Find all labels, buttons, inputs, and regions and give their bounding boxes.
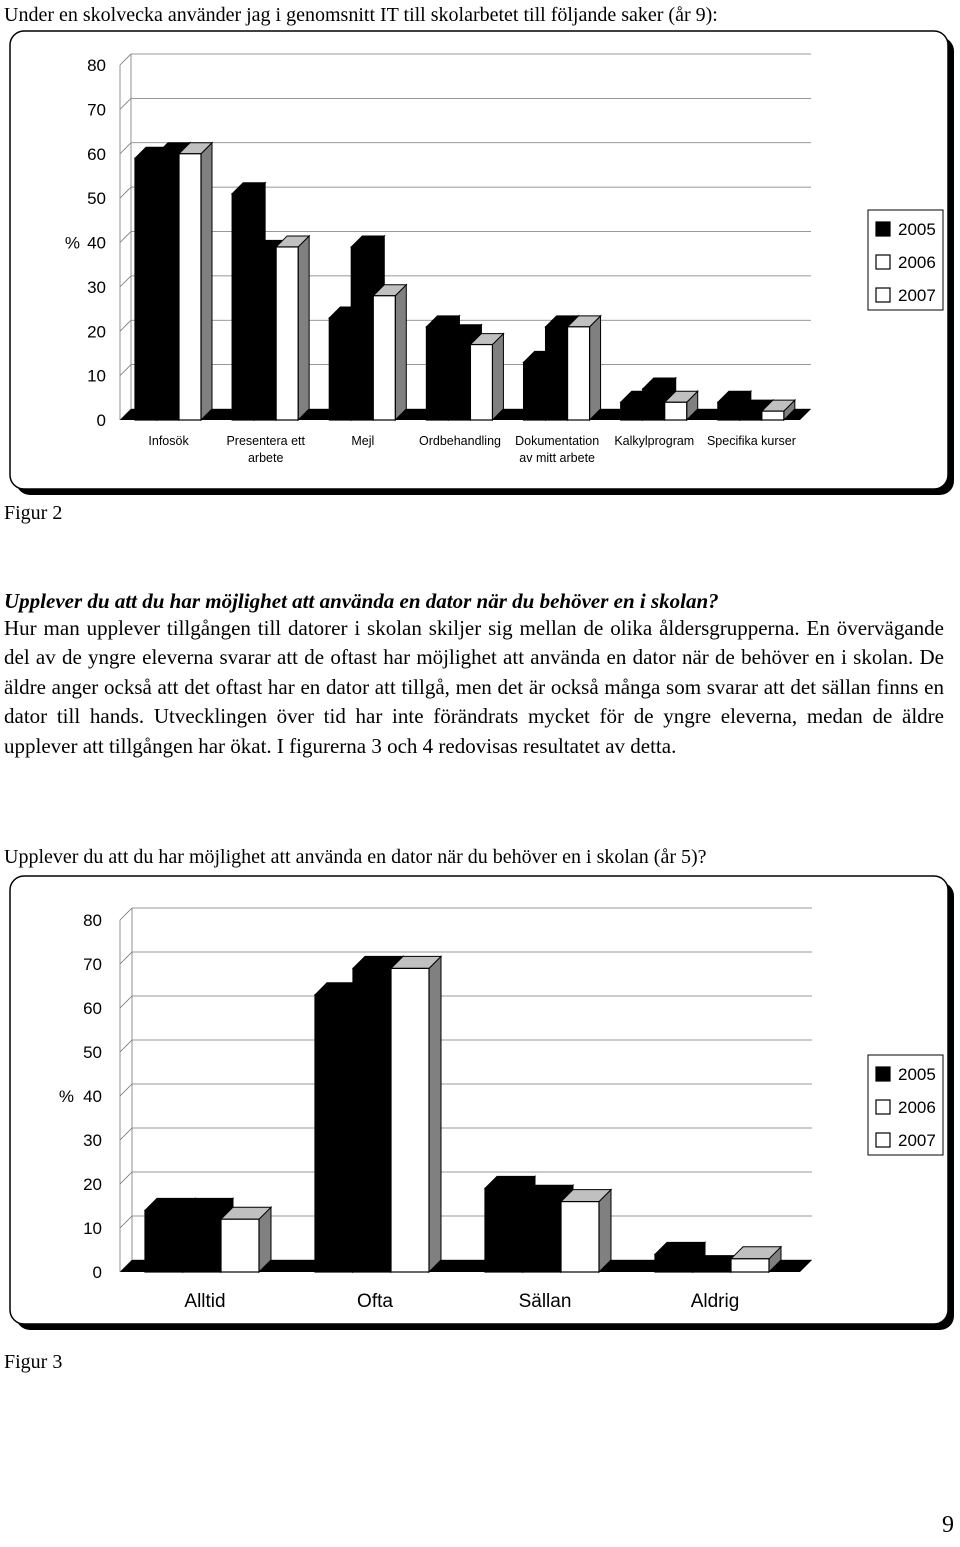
y-tick-label: 60 (87, 144, 106, 164)
category-label: av mitt arbete (519, 451, 596, 465)
legend-label: 2007 (898, 1131, 936, 1150)
figure3-label: Figur 3 (4, 1351, 63, 1373)
legend-swatch (876, 1100, 890, 1114)
legend-swatch (876, 288, 890, 302)
bar (693, 1268, 731, 1272)
bar-side (599, 1190, 611, 1272)
bar (561, 1202, 599, 1272)
category-label: Alltid (184, 1291, 226, 1312)
category-label: Sällan (518, 1291, 572, 1312)
legend-label: 2005 (898, 220, 936, 239)
body-paragraph: Hur man upplever tillgången till datorer i skolan skiljer sig mellan de olika åldersgrupperna. En övervägande del av de yngre eleverna svarar att de oftast har möjlighet att använda en dator när de behöver en i skolan. De äldre anger också att det oftast har en dator att tillgå, men det är också många som svarar att det sällan finns en dator till hands. Utvecklingen över tid har inte förändrats mycket för de yngre eleverna, medan de äldre upplever att tillgången har ökat. I figurerna 3 och 4 redovisas resultatet av detta. (4, 616, 944, 758)
bar (762, 411, 784, 420)
y-tick-label: 70 (83, 955, 102, 975)
chart-it-usage (0, 25, 960, 525)
bar (221, 1219, 259, 1272)
category-label: Ofta (357, 1291, 393, 1312)
bar (351, 247, 373, 420)
y-tick-label: 20 (83, 1175, 102, 1195)
bar-side (492, 334, 503, 420)
legend-swatch (876, 1133, 890, 1147)
bar (145, 1210, 183, 1272)
y-tick-label: 10 (87, 366, 106, 386)
page-number: 9 (942, 1512, 954, 1538)
category-label: Infosök (148, 434, 189, 448)
bar (232, 194, 254, 420)
bar-side (590, 316, 601, 420)
category-label: Mejl (351, 434, 375, 448)
bar (135, 158, 157, 420)
category-label: Ordbehandling (418, 434, 502, 448)
bar-side (429, 956, 441, 1272)
bar (643, 389, 665, 420)
category-label: Specifika kurser (706, 434, 796, 448)
bar-side (395, 285, 406, 420)
bar (740, 411, 762, 420)
legend-label: 2005 (898, 1065, 936, 1084)
y-tick-label: 80 (83, 911, 102, 931)
y-tick-label: 20 (87, 322, 106, 342)
category-label: Dokumentation (515, 434, 600, 448)
y-axis-label: % (64, 233, 80, 253)
y-tick-label: 40 (83, 1087, 102, 1107)
category-label: Kalkylprogram (614, 434, 695, 448)
category-label: Presentera ett (226, 434, 305, 448)
bar (523, 1197, 561, 1272)
figure3-title: Upplever du att du har möjlighet att använda en dator när du behöver en i skolan (år 5)? (4, 846, 707, 868)
bar (621, 402, 643, 420)
y-tick-label: 0 (92, 1263, 102, 1283)
y-tick-label: 50 (83, 1043, 102, 1063)
legend-swatch (876, 255, 890, 269)
y-tick-label: 30 (83, 1131, 102, 1151)
bar (391, 968, 429, 1272)
y-tick-label: 0 (96, 411, 106, 431)
y-tick-label: 40 (87, 233, 106, 253)
legend-swatch (876, 1067, 890, 1081)
category-label: Aldrig (690, 1291, 740, 1312)
y-tick-label: 60 (83, 999, 102, 1019)
bar (353, 968, 391, 1272)
chart-computer-access (0, 870, 960, 1350)
bar (157, 154, 179, 420)
y-tick-label: 50 (87, 189, 106, 209)
figure2-label: Figur 2 (4, 502, 63, 524)
bar (731, 1259, 769, 1272)
y-tick-label: 70 (87, 100, 106, 120)
bar (448, 336, 470, 420)
category-label: arbete (247, 451, 284, 465)
bar (254, 251, 276, 420)
bar (315, 995, 353, 1272)
bar-side (201, 143, 212, 420)
bar (470, 345, 492, 420)
legend-swatch (876, 222, 890, 236)
bar (568, 327, 590, 420)
bar (276, 247, 298, 420)
bar (183, 1210, 221, 1272)
y-tick-label: 10 (83, 1219, 102, 1239)
bar (426, 327, 448, 420)
figure2-title: Under en skolvecka använder jag i genomsnitt IT till skolarbetet till följande saker (år 9): (4, 4, 718, 26)
y-tick-label: 30 (87, 277, 106, 297)
bar (485, 1188, 523, 1272)
legend-label: 2006 (898, 1098, 936, 1117)
legend-label: 2007 (898, 286, 936, 305)
bar-side (298, 236, 309, 420)
section-question: Upplever du att du har möjlighet att använda en dator när du behöver en i skolan? (4, 589, 719, 613)
bar (546, 327, 568, 420)
bar (718, 402, 740, 420)
legend-label: 2006 (898, 253, 936, 272)
bar (373, 296, 395, 420)
bar (524, 362, 546, 420)
y-tick-label: 80 (87, 56, 106, 76)
bar (655, 1254, 693, 1272)
bar (179, 154, 201, 420)
y-axis-label: % (58, 1087, 74, 1107)
bar (329, 318, 351, 420)
bar (665, 402, 687, 420)
